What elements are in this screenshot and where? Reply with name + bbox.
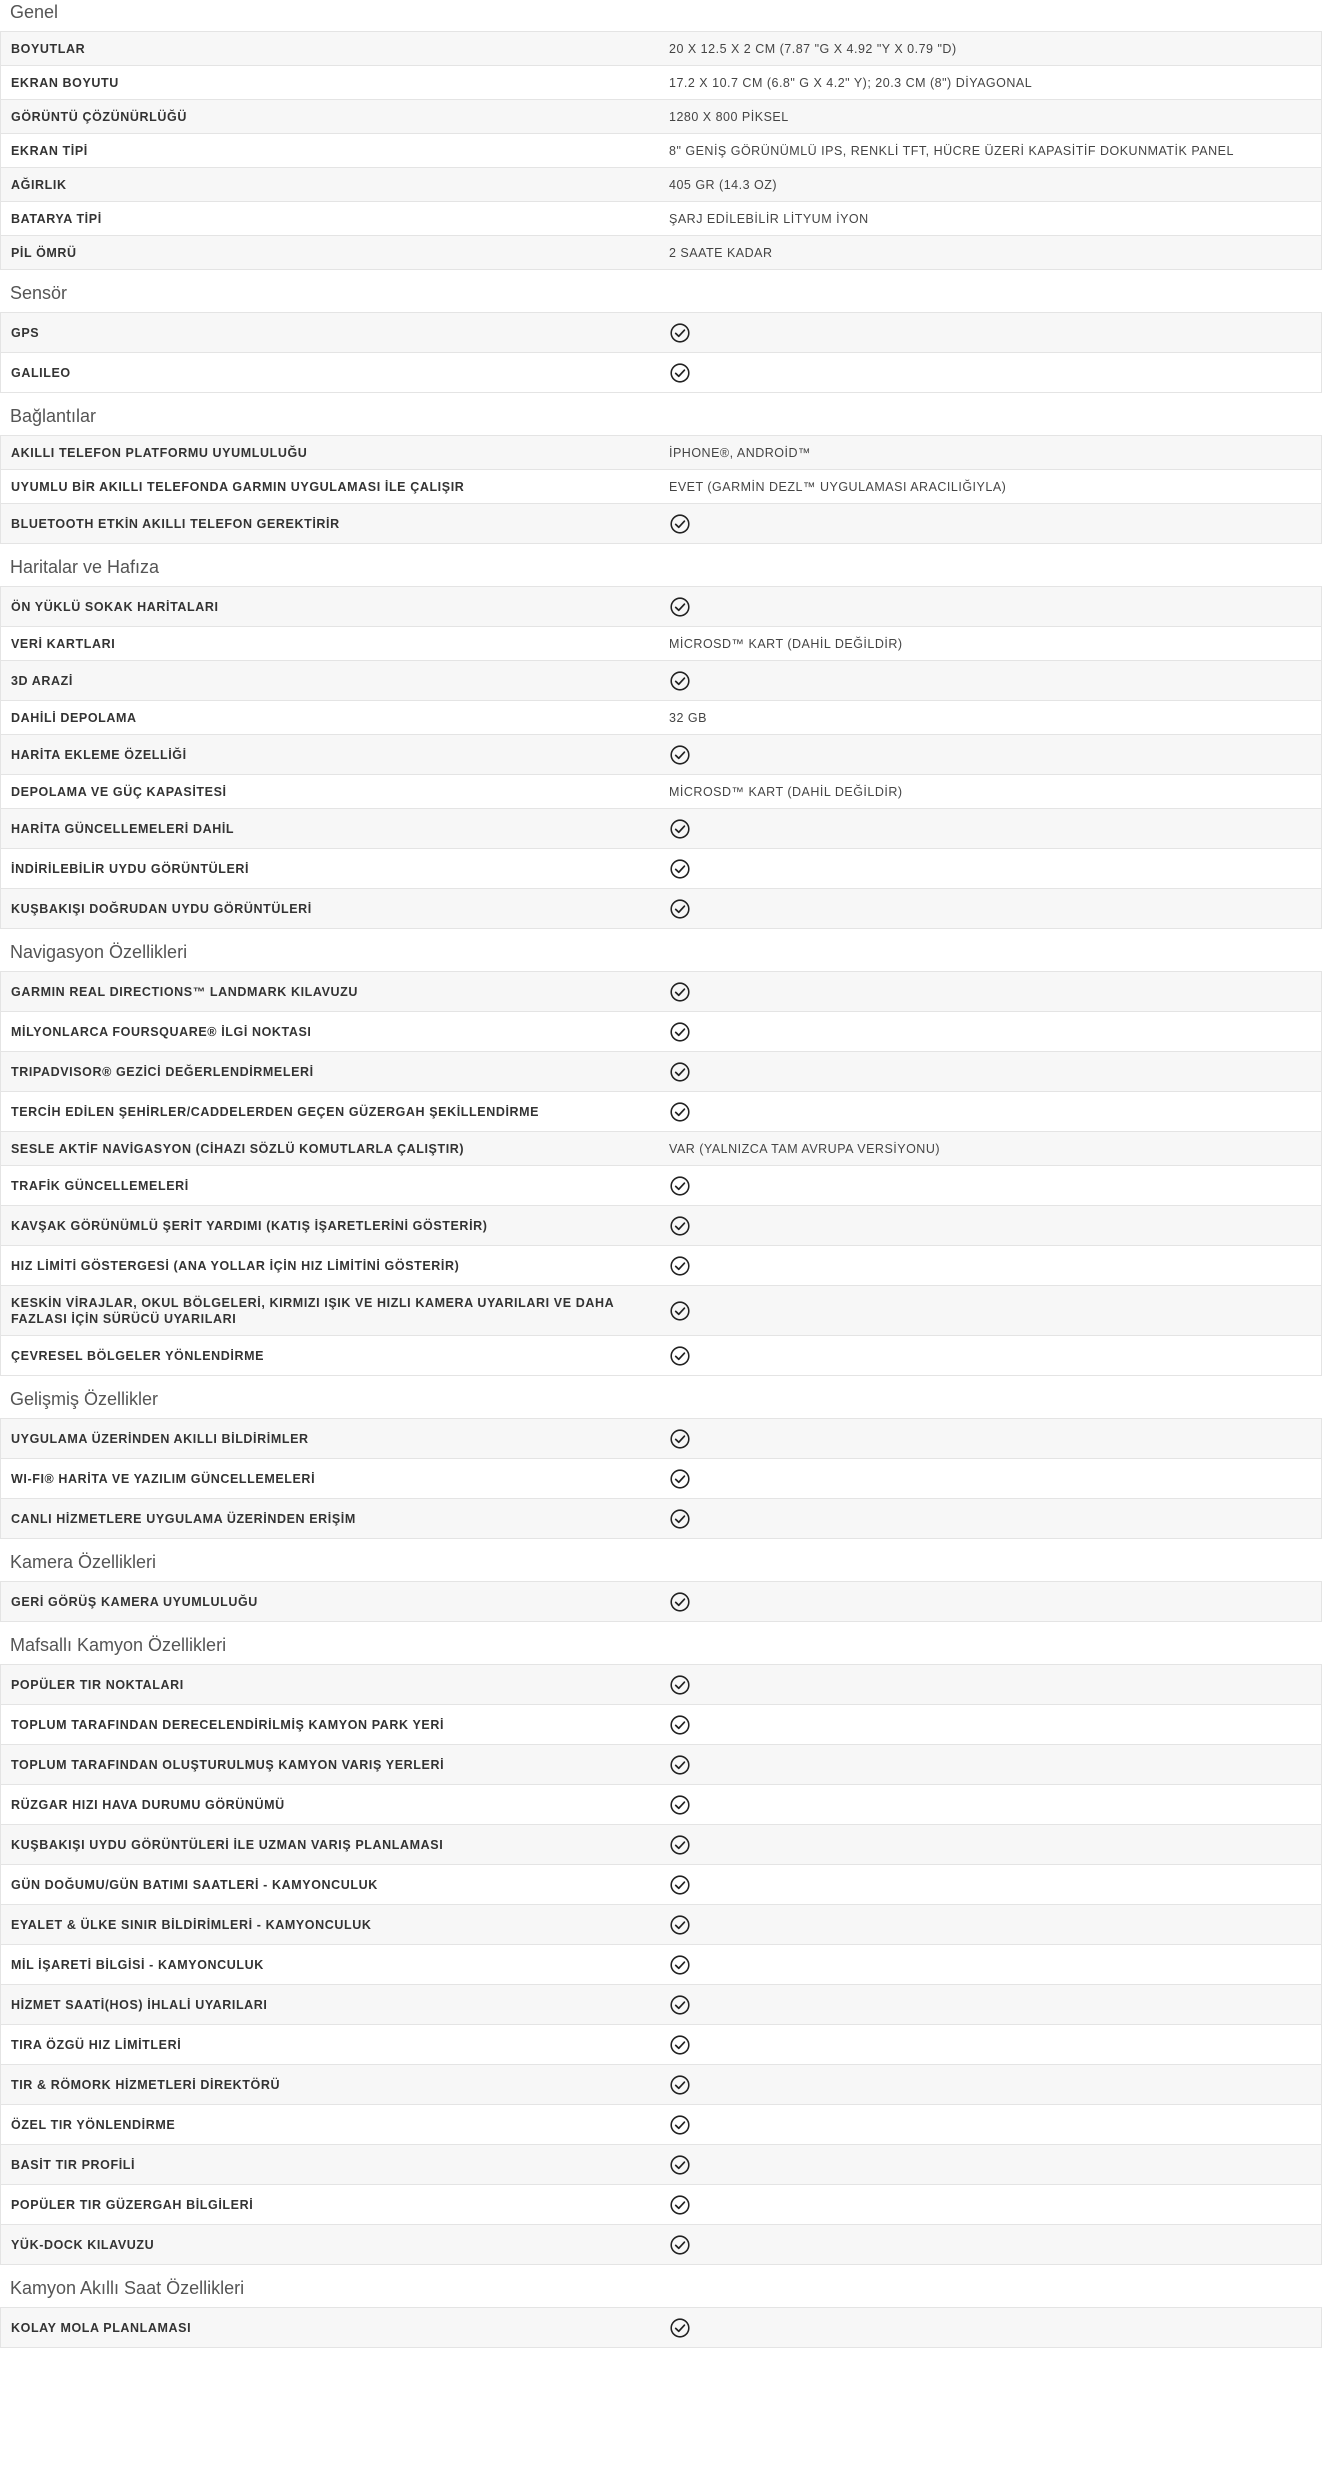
table-row bbox=[0, 1665, 1322, 1705]
table-row bbox=[0, 353, 1322, 393]
check-circle-icon bbox=[669, 513, 691, 535]
section-title: Genel bbox=[10, 2, 59, 22]
spec-value bbox=[661, 2234, 1321, 2256]
table-row bbox=[0, 775, 1322, 809]
spec-label: TRAFİK GÜNCELLEMELERİ bbox=[11, 1178, 189, 1193]
spec-value bbox=[661, 1994, 1321, 2016]
spec-label: HIZ LİMİTİ GÖSTERGESİ (ANA YOLLAR İÇİN HIZ LİMİTİNİ GÖSTERİR) bbox=[11, 1258, 460, 1273]
spec-value bbox=[661, 1021, 1321, 1043]
spec-label: RÜZGAR HIZI HAVA DURUMU GÖRÜNÜMÜ bbox=[11, 1797, 285, 1812]
table-row bbox=[0, 2308, 1322, 2348]
table-row bbox=[0, 1419, 1322, 1459]
spec-value bbox=[661, 2074, 1321, 2096]
spec-value bbox=[661, 1300, 1321, 1322]
table-row bbox=[0, 1582, 1322, 1622]
check-circle-icon bbox=[669, 362, 691, 384]
check-circle-icon bbox=[669, 1874, 691, 1896]
spec-label: MİLYONLARCA FOURSQUARE® İLGİ NOKTASI bbox=[11, 1024, 312, 1039]
spec-value bbox=[661, 596, 1321, 618]
spec-value: ŞARJ EDİLEBİLİR LİTYUM İYON bbox=[669, 211, 869, 226]
spec-label: EKRAN BOYUTU bbox=[11, 75, 119, 90]
spec-value bbox=[661, 1754, 1321, 1776]
spec-value bbox=[661, 1591, 1321, 1613]
spec-label: İNDİRİLEBİLİR UYDU GÖRÜNTÜLERİ bbox=[11, 861, 250, 876]
table-row bbox=[0, 661, 1322, 701]
table-row bbox=[0, 1945, 1322, 1985]
spec-label: TERCİH EDİLEN ŞEHİRLER/CADDELERDEN GEÇEN GÜZERGAH ŞEKİLLENDİRME bbox=[11, 1104, 540, 1119]
table-row bbox=[0, 66, 1322, 100]
table-row bbox=[0, 1206, 1322, 1246]
spec-value: 17.2 X 10.7 CM (6.8" G X 4.2" Y); 20.3 CM (8") DİYAGONAL bbox=[669, 75, 1033, 90]
table-row bbox=[0, 1246, 1322, 1286]
spec-label: HİZMET SAATİ(HOS) İHLALİ UYARILARI bbox=[11, 1997, 268, 2012]
table-row bbox=[0, 134, 1322, 168]
spec-table bbox=[0, 312, 1322, 393]
section-title: Gelişmiş Özellikler bbox=[10, 1389, 159, 1409]
table-row bbox=[0, 2225, 1322, 2265]
table-row bbox=[0, 809, 1322, 849]
spec-label: HARİTA EKLEME ÖZELLİĞİ bbox=[11, 747, 187, 762]
table-row bbox=[0, 202, 1322, 236]
spec-label: BATARYA TİPİ bbox=[11, 211, 102, 226]
check-circle-icon bbox=[669, 1021, 691, 1043]
table-row bbox=[0, 1012, 1322, 1052]
check-circle-icon bbox=[669, 744, 691, 766]
spec-table bbox=[0, 31, 1322, 270]
spec-table bbox=[0, 435, 1322, 544]
spec-value bbox=[661, 2114, 1321, 2136]
spec-section-navigasyon-ozellikleri bbox=[0, 940, 1326, 1376]
spec-label: KESKİN VİRAJLAR, OKUL BÖLGELERİ, KIRMIZI IŞIK VE HIZLI KAMERA UYARILARI VE DAHA FAZLASI İÇİN SÜRÜCÜ UYARILARI bbox=[11, 1295, 614, 1326]
table-row bbox=[0, 236, 1322, 270]
spec-label: SESLE AKTİF NAVİGASYON (CİHAZI SÖZLÜ KOMUTLARLA ÇALIŞTIR) bbox=[11, 1141, 465, 1156]
table-row bbox=[0, 1705, 1322, 1745]
spec-value: 405 GR (14.3 OZ) bbox=[669, 177, 778, 192]
section-title: Kamyon Akıllı Saat Özellikleri bbox=[10, 2278, 245, 2298]
spec-value bbox=[661, 1061, 1321, 1083]
spec-label: 3D ARAZİ bbox=[11, 673, 73, 688]
spec-label: MİL İŞARETİ BİLGİSİ - KAMYONCULUK bbox=[11, 1957, 264, 1972]
table-row bbox=[0, 972, 1322, 1012]
check-circle-icon bbox=[669, 2154, 691, 2176]
spec-section-kamera-ozellikleri bbox=[0, 1550, 1326, 1622]
spec-value bbox=[661, 1101, 1321, 1123]
check-circle-icon bbox=[669, 2034, 691, 2056]
table-row bbox=[0, 470, 1322, 504]
check-circle-icon bbox=[669, 981, 691, 1003]
spec-section-mafsalli-kamyon-ozellikleri bbox=[0, 1633, 1326, 2265]
check-circle-icon bbox=[669, 322, 691, 344]
table-row bbox=[0, 2065, 1322, 2105]
check-circle-icon bbox=[669, 596, 691, 618]
spec-value bbox=[661, 818, 1321, 840]
check-circle-icon bbox=[669, 1714, 691, 1736]
table-row bbox=[0, 2025, 1322, 2065]
spec-value bbox=[661, 744, 1321, 766]
table-row bbox=[0, 2185, 1322, 2225]
spec-label: KOLAY MOLA PLANLAMASI bbox=[11, 2320, 192, 2335]
check-circle-icon bbox=[669, 2074, 691, 2096]
spec-table bbox=[0, 2307, 1322, 2348]
spec-value bbox=[661, 2034, 1321, 2056]
spec-value bbox=[661, 1468, 1321, 1490]
spec-value bbox=[661, 1794, 1321, 1816]
table-row bbox=[0, 1905, 1322, 1945]
spec-label: DAHİLİ DEPOLAMA bbox=[11, 710, 137, 725]
check-circle-icon bbox=[669, 898, 691, 920]
table-row bbox=[0, 849, 1322, 889]
table-row bbox=[0, 1459, 1322, 1499]
spec-label: GÜN DOĞUMU/GÜN BATIMI SAATLERİ - KAMYONCULUK bbox=[11, 1877, 378, 1892]
spec-label: KUŞBAKIŞI DOĞRUDAN UYDU GÖRÜNTÜLERİ bbox=[11, 901, 312, 916]
spec-value: EVET (GARMİN DEZL™ UYGULAMASI ARACILIĞIYLA) bbox=[669, 479, 1007, 494]
spec-label: TIR & RÖMORK HİZMETLERİ DİREKTÖRÜ bbox=[11, 2077, 281, 2092]
spec-value bbox=[661, 1255, 1321, 1277]
table-row bbox=[0, 1865, 1322, 1905]
spec-value bbox=[661, 1508, 1321, 1530]
table-row bbox=[0, 627, 1322, 661]
spec-label: GARMIN REAL DIRECTIONS™ LANDMARK KILAVUZU bbox=[11, 984, 359, 999]
table-row bbox=[0, 168, 1322, 202]
check-circle-icon bbox=[669, 1255, 691, 1277]
spec-value bbox=[661, 1834, 1321, 1856]
spec-label: ÇEVRESEL BÖLGELER YÖNLENDİRME bbox=[11, 1348, 265, 1363]
spec-label: YÜK-DOCK KILAVUZU bbox=[11, 2237, 155, 2252]
check-circle-icon bbox=[669, 1754, 691, 1776]
spec-label: KAVŞAK GÖRÜNÜMLÜ ŞERİT YARDIMI (KATIŞ İŞARETLERİNİ GÖSTERİR) bbox=[11, 1218, 488, 1233]
check-circle-icon bbox=[669, 1591, 691, 1613]
check-circle-icon bbox=[669, 1914, 691, 1936]
spec-section-sensor bbox=[0, 281, 1326, 393]
table-row bbox=[0, 1286, 1322, 1336]
spec-section-baglantilar bbox=[0, 404, 1326, 544]
check-circle-icon bbox=[669, 1994, 691, 2016]
spec-value: 32 GB bbox=[669, 710, 707, 725]
table-row bbox=[0, 587, 1322, 627]
spec-table bbox=[0, 971, 1322, 1376]
spec-label: DEPOLAMA VE GÜÇ KAPASİTESİ bbox=[11, 784, 227, 799]
section-title: Haritalar ve Hafıza bbox=[10, 557, 160, 577]
spec-section-gelismis-ozellikler bbox=[0, 1387, 1326, 1539]
spec-table bbox=[0, 1664, 1322, 2265]
table-row bbox=[0, 504, 1322, 544]
section-title: Bağlantılar bbox=[10, 406, 97, 426]
spec-label: CANLI HİZMETLERE UYGULAMA ÜZERİNDEN ERİŞİM bbox=[11, 1511, 356, 1526]
spec-value bbox=[661, 1175, 1321, 1197]
table-row bbox=[0, 100, 1322, 134]
table-row bbox=[0, 1745, 1322, 1785]
table-row bbox=[0, 1166, 1322, 1206]
spec-value bbox=[661, 1215, 1321, 1237]
spec-label: GÖRÜNTÜ ÇÖZÜNÜRLÜĞÜ bbox=[11, 109, 187, 124]
spec-value: 2 SAATE KADAR bbox=[669, 245, 773, 260]
check-circle-icon bbox=[669, 1300, 691, 1322]
spec-label: ÖZEL TIR YÖNLENDİRME bbox=[11, 2117, 176, 2132]
spec-value: VAR (YALNIZCA TAM AVRUPA VERSİYONU) bbox=[669, 1141, 941, 1156]
spec-value: 20 X 12.5 X 2 CM (7.87 "G X 4.92 "Y X 0.79 "D) bbox=[669, 41, 957, 56]
spec-label: UYGULAMA ÜZERİNDEN AKILLI BİLDİRİMLER bbox=[11, 1431, 309, 1446]
table-row bbox=[0, 735, 1322, 775]
spec-value bbox=[661, 858, 1321, 880]
table-row bbox=[0, 2105, 1322, 2145]
spec-label: GERİ GÖRÜŞ KAMERA UYUMLULUĞU bbox=[11, 1594, 258, 1609]
check-circle-icon bbox=[669, 2234, 691, 2256]
check-circle-icon bbox=[669, 2114, 691, 2136]
table-row bbox=[0, 1052, 1322, 1092]
spec-value bbox=[661, 362, 1321, 384]
spec-label: TRIPADVISOR® GEZİCİ DEĞERLENDİRMELERİ bbox=[11, 1064, 314, 1079]
spec-label: ÖN YÜKLÜ SOKAK HARİTALARI bbox=[11, 599, 219, 614]
check-circle-icon bbox=[669, 1674, 691, 1696]
spec-label: BLUETOOTH ETKİN AKILLI TELEFON GEREKTİRİR bbox=[11, 516, 340, 531]
check-circle-icon bbox=[669, 2317, 691, 2339]
spec-label: PİL ÖMRÜ bbox=[11, 245, 77, 260]
spec-value bbox=[661, 1874, 1321, 1896]
spec-value bbox=[661, 1954, 1321, 1976]
check-circle-icon bbox=[669, 2194, 691, 2216]
table-row bbox=[0, 1985, 1322, 2025]
spec-section-kamyon-akilli-saat-ozellikleri bbox=[0, 2276, 1326, 2348]
spec-label: BASİT TIR PROFİLİ bbox=[11, 2157, 136, 2172]
spec-label: POPÜLER TIR GÜZERGAH BİLGİLERİ bbox=[11, 2197, 254, 2212]
table-row bbox=[0, 1132, 1322, 1166]
table-row bbox=[0, 1092, 1322, 1132]
spec-label: WI-FI® HARİTA VE YAZILIM GÜNCELLEMELERİ bbox=[11, 1471, 316, 1486]
spec-section-genel bbox=[0, 0, 1326, 270]
spec-value bbox=[661, 2154, 1321, 2176]
check-circle-icon bbox=[669, 1175, 691, 1197]
spec-value: 1280 X 800 PİKSEL bbox=[669, 109, 789, 124]
spec-table bbox=[0, 1418, 1322, 1539]
spec-label: KUŞBAKIŞI UYDU GÖRÜNTÜLERİ İLE UZMAN VARIŞ PLANLAMASI bbox=[11, 1837, 444, 1852]
table-row bbox=[0, 1336, 1322, 1376]
section-title: Sensör bbox=[10, 283, 68, 303]
spec-value bbox=[661, 322, 1321, 344]
spec-value bbox=[661, 670, 1321, 692]
spec-value bbox=[661, 2194, 1321, 2216]
spec-value: İPHONE®, ANDROİD™ bbox=[669, 445, 812, 460]
check-circle-icon bbox=[669, 1794, 691, 1816]
spec-value: MİCROSD™ KART (DAHİL DEĞİLDİR) bbox=[669, 636, 903, 651]
check-circle-icon bbox=[669, 1954, 691, 1976]
table-row bbox=[0, 889, 1322, 929]
spec-label: VERİ KARTLARI bbox=[11, 636, 116, 651]
spec-table bbox=[0, 586, 1322, 929]
spec-value bbox=[661, 1428, 1321, 1450]
spec-label: AKILLI TELEFON PLATFORMU UYUMLULUĞU bbox=[11, 445, 308, 460]
section-title: Kamera Özellikleri bbox=[10, 1552, 157, 1572]
table-row bbox=[0, 2145, 1322, 2185]
spec-label: BOYUTLAR bbox=[11, 41, 86, 56]
spec-label: EYALET & ÜLKE SINIR BİLDİRİMLERİ - KAMYONCULUK bbox=[11, 1917, 372, 1932]
spec-value: MİCROSD™ KART (DAHİL DEĞİLDİR) bbox=[669, 784, 903, 799]
spec-label: AĞIRLIK bbox=[11, 177, 67, 192]
spec-label: GALILEO bbox=[11, 365, 71, 380]
spec-label: UYUMLU BİR AKILLI TELEFONDA GARMIN UYGULAMASI İLE ÇALIŞIR bbox=[11, 479, 465, 494]
spec-value bbox=[661, 1914, 1321, 1936]
spec-label: TOPLUM TARAFINDAN DERECELENDİRİLMİŞ KAMYON PARK YERİ bbox=[11, 1717, 445, 1732]
spec-section-haritalar-ve-hafiza bbox=[0, 555, 1326, 929]
check-circle-icon bbox=[669, 1428, 691, 1450]
table-row bbox=[0, 701, 1322, 735]
spec-value bbox=[661, 1714, 1321, 1736]
check-circle-icon bbox=[669, 818, 691, 840]
check-circle-icon bbox=[669, 1834, 691, 1856]
check-circle-icon bbox=[669, 1345, 691, 1367]
check-circle-icon bbox=[669, 1215, 691, 1237]
spec-value bbox=[661, 2317, 1321, 2339]
spec-label: EKRAN TİPİ bbox=[11, 143, 88, 158]
section-title: Navigasyon Özellikleri bbox=[10, 942, 188, 962]
spec-label: POPÜLER TIR NOKTALARI bbox=[11, 1677, 184, 1692]
spec-value bbox=[661, 1674, 1321, 1696]
table-row bbox=[0, 436, 1322, 470]
table-row bbox=[0, 313, 1322, 353]
section-title: Mafsallı Kamyon Özellikleri bbox=[10, 1635, 227, 1655]
check-circle-icon bbox=[669, 1508, 691, 1530]
spec-value bbox=[661, 1345, 1321, 1367]
check-circle-icon bbox=[669, 670, 691, 692]
check-circle-icon bbox=[669, 1468, 691, 1490]
check-circle-icon bbox=[669, 1061, 691, 1083]
spec-label: TIRA ÖZGÜ HIZ LİMİTLERİ bbox=[11, 2037, 182, 2052]
table-row bbox=[0, 32, 1322, 66]
check-circle-icon bbox=[669, 1101, 691, 1123]
table-row bbox=[0, 1785, 1322, 1825]
spec-table bbox=[0, 1581, 1322, 1622]
spec-value bbox=[661, 513, 1321, 535]
spec-label: HARİTA GÜNCELLEMELERİ DAHİL bbox=[11, 821, 235, 836]
table-row bbox=[0, 1499, 1322, 1539]
check-circle-icon bbox=[669, 858, 691, 880]
spec-label: GPS bbox=[11, 325, 40, 340]
table-row bbox=[0, 1825, 1322, 1865]
spec-value: 8" GENİŞ GÖRÜNÜMLÜ IPS, RENKLİ TFT, HÜCRE ÜZERİ KAPASİTİF DOKUNMATİK PANEL bbox=[669, 143, 1234, 158]
spec-label: TOPLUM TARAFINDAN OLUŞTURULMUŞ KAMYON VARIŞ YERLERİ bbox=[11, 1757, 445, 1772]
spec-value bbox=[661, 981, 1321, 1003]
spec-value bbox=[661, 898, 1321, 920]
